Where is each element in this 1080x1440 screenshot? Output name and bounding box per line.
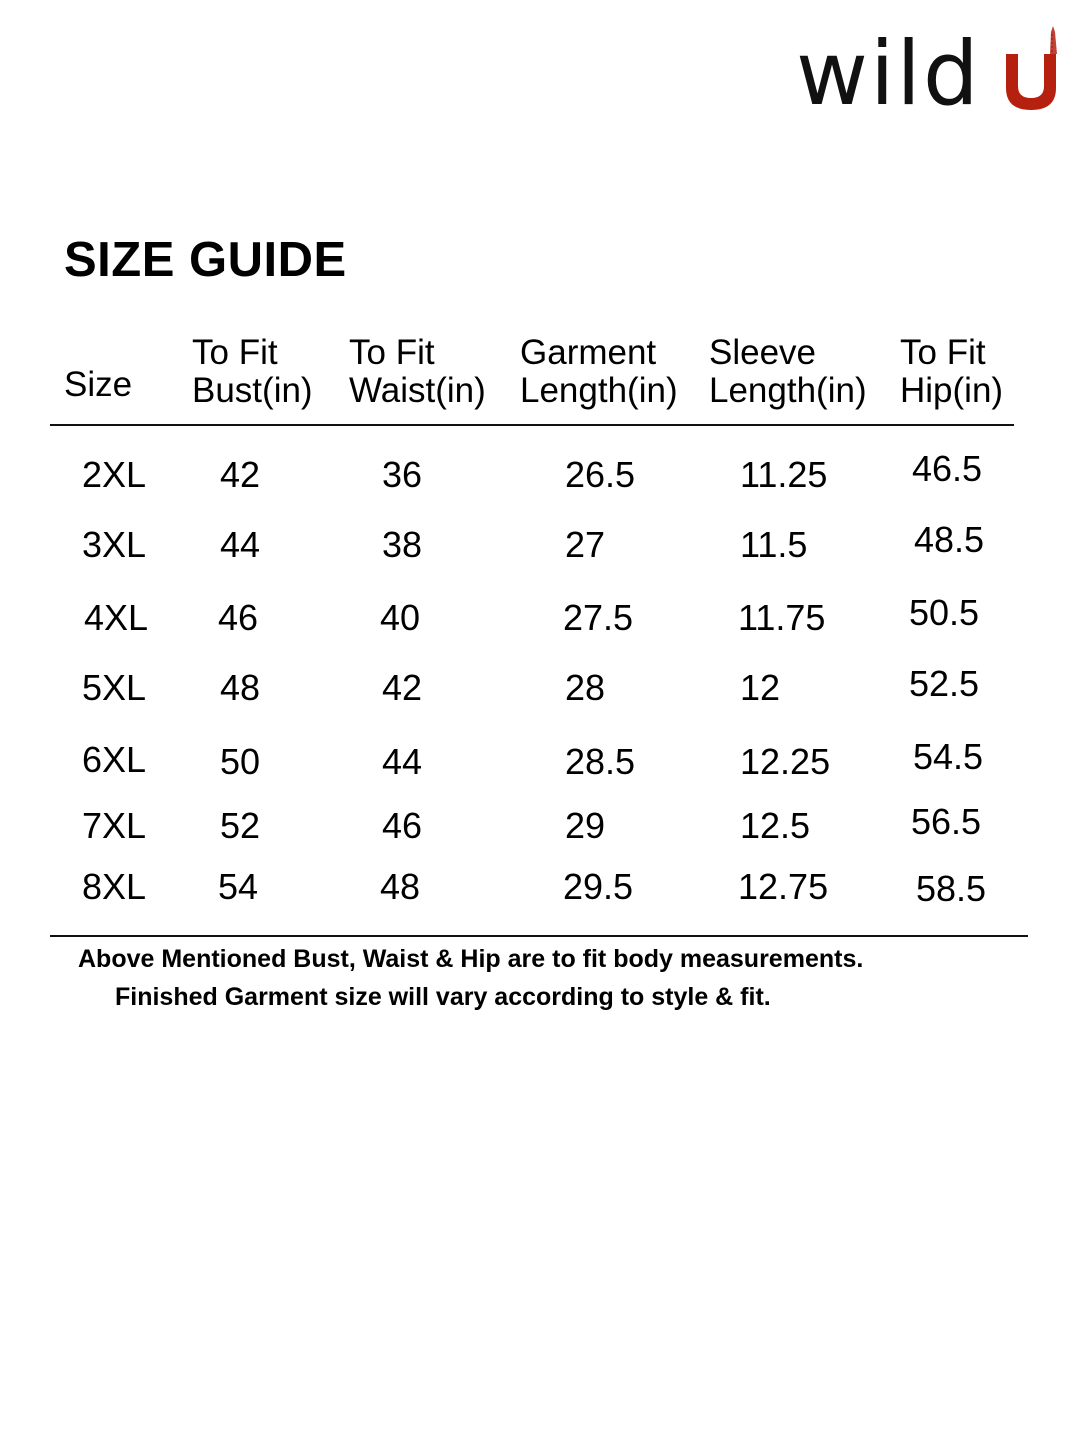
table-cell-sleeve-length: 11.5 xyxy=(740,524,808,565)
column-header-hip xyxy=(900,334,1003,410)
table-cell-garment-length: 26.5 xyxy=(565,454,636,495)
table-cell-hip: 52.5 xyxy=(909,663,980,704)
table-cell-sleeve-length: 12.5 xyxy=(740,805,811,846)
table-cell-waist: 48 xyxy=(380,866,421,907)
table-bottom-divider xyxy=(50,935,1028,937)
table-cell-size: 6XL xyxy=(82,739,147,780)
table-cell-size: 5XL xyxy=(82,667,147,708)
table-cell-bust: 52 xyxy=(220,805,261,846)
page-title: SIZE GUIDE xyxy=(64,233,347,287)
table-cell-sleeve-length: 12 xyxy=(740,667,781,708)
column-header-size: Size xyxy=(64,365,133,404)
brand-logo xyxy=(792,18,1062,125)
column-header-line2: Bust(in) xyxy=(192,371,313,410)
table-cell-garment-length: 29.5 xyxy=(563,866,634,907)
table-cell-waist: 42 xyxy=(382,667,423,708)
table-cell-hip: 48.5 xyxy=(914,519,985,560)
column-header-line2: Length(in) xyxy=(520,371,678,410)
column-header-line2: Hip(in) xyxy=(900,371,1004,410)
table-cell-size: 4XL xyxy=(84,597,149,638)
header-divider xyxy=(50,424,1014,426)
brand-u-mark-icon xyxy=(1000,24,1062,116)
table-cell-size: 7XL xyxy=(82,805,147,846)
table-cell-waist: 36 xyxy=(382,454,423,495)
table-cell-hip: 56.5 xyxy=(911,801,982,842)
table-cell-garment-length: 27 xyxy=(565,524,606,565)
table-cell-garment-length: 29 xyxy=(565,805,606,846)
column-header-line1: Sleeve xyxy=(709,333,817,372)
table-cell-hip: 50.5 xyxy=(909,592,980,633)
column-header-garment-length xyxy=(520,334,678,410)
table-cell-bust: 44 xyxy=(220,524,261,565)
table-cell-garment-length: 28 xyxy=(565,667,606,708)
table-cell-hip: 58.5 xyxy=(916,868,987,909)
table-cell-bust: 54 xyxy=(218,866,259,907)
table-cell-garment-length: 27.5 xyxy=(563,597,634,638)
table-cell-sleeve-length: 12.75 xyxy=(738,866,829,907)
column-header-line1: To Fit xyxy=(192,333,278,372)
column-header-line2: Length(in) xyxy=(709,371,867,410)
table-cell-sleeve-length: 11.25 xyxy=(740,454,828,495)
table-cell-hip: 46.5 xyxy=(912,448,983,489)
column-header-line1: Garment xyxy=(520,333,657,372)
table-cell-size: 3XL xyxy=(82,524,147,565)
brand-wordmark: wild xyxy=(796,22,981,125)
table-cell-waist: 40 xyxy=(380,597,421,638)
column-header-line1: To Fit xyxy=(349,333,435,372)
table-cell-sleeve-length: 11.75 xyxy=(738,597,826,638)
table-cell-sleeve-length: 12.25 xyxy=(740,741,831,782)
footnote-line-1: Above Mentioned Bust, Waist & Hip are to fit body measurements. xyxy=(78,945,864,973)
table-cell-bust: 42 xyxy=(220,454,261,495)
column-header-line1: To Fit xyxy=(900,333,986,372)
table-cell-waist: 44 xyxy=(382,741,423,782)
table-cell-size: 2XL xyxy=(82,454,147,495)
column-header-sleeve-length xyxy=(709,334,867,410)
table-cell-bust: 50 xyxy=(220,741,261,782)
table-cell-garment-length: 28.5 xyxy=(565,741,636,782)
table-cell-waist: 38 xyxy=(382,524,423,565)
column-header-waist xyxy=(349,334,486,410)
table-cell-waist: 46 xyxy=(382,805,423,846)
column-header-line2: Waist(in) xyxy=(349,371,486,410)
table-cell-hip: 54.5 xyxy=(913,736,984,777)
column-header-bust xyxy=(192,334,313,410)
footnote-line-2: Finished Garment size will vary according to style & fit. xyxy=(115,983,771,1011)
table-cell-bust: 48 xyxy=(220,667,261,708)
table-cell-size: 8XL xyxy=(82,866,147,907)
table-cell-bust: 46 xyxy=(218,597,259,638)
